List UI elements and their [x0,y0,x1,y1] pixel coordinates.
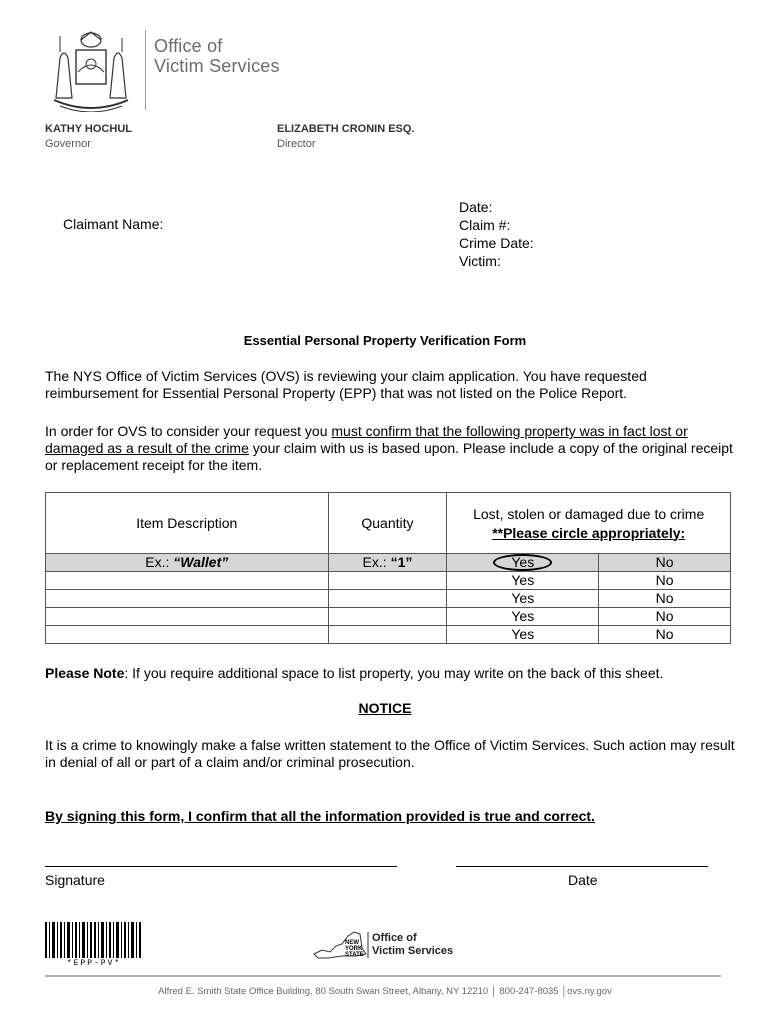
notice-heading: NOTICE [358,700,412,716]
signature-date-line[interactable] [456,866,708,867]
governor-name: KATHY HOCHUL [45,123,132,135]
director-title: Director [277,138,316,150]
col-item-label: Item Description [136,515,238,531]
office-name [154,36,280,76]
barcode-icon [45,922,143,958]
barcode [45,922,143,958]
col-status-sub-label: **Please circle appropriately: [492,524,686,541]
footer-office-line1: Office of [372,932,417,944]
footer-rule [45,975,721,977]
intro-paragraph: The NYS Office of Victim Services (OVS) is reviewing your claim application. You have requested reimbursement for Essential Personal Property (EPP) that was not listed on the Police Report. [45,368,647,401]
table-header-row [46,493,731,554]
footer-address: Alfred E. Smith State Office Building, 80 South Swan Street, Albany, NY 12210 │ 800-247-8035 │ovs.ny.gov [158,986,612,997]
svg-text:YORK: YORK [345,946,363,952]
col-status [447,493,731,554]
claim-number-label: Claim #: [459,217,511,233]
example-qty-cell [328,554,447,572]
item-description-cell[interactable] [46,626,329,644]
example-yes-cell [447,554,599,572]
date-label: Date: [459,199,493,215]
table-row [46,572,731,590]
yes-option[interactable]: Yes [447,626,599,644]
no-option[interactable]: No [599,608,731,626]
claim-details [459,198,534,270]
claimant-name-label: Claimant Name: [63,216,164,232]
col-quantity [328,493,447,554]
example-item-value: “Wallet” [173,554,229,570]
form-title: Essential Personal Property Verification Form [243,333,527,348]
col-quantity-label: Quantity [361,515,414,531]
item-description-cell[interactable] [46,590,329,608]
office-name-line1: Office of [154,36,223,56]
quantity-cell[interactable] [328,590,447,608]
governor-block [45,123,132,150]
table-row [46,626,731,644]
request-paragraph [45,423,735,474]
governor-title: Governor [45,138,91,150]
example-item-cell [46,554,329,572]
example-row [46,554,731,572]
request-underlined: must confirm that the following property was in fact lost or damaged as a result of the crime [45,423,688,456]
signature-line[interactable] [45,866,397,867]
example-qty-value: “1” [390,554,413,570]
barcode-text: *EPP-PV* [66,959,122,968]
example-item-prefix: Ex.: [145,554,174,570]
footer-office-name [372,932,453,958]
crime-date-label: Crime Date: [459,235,534,251]
notice-text: It is a crime to knowingly make a false written statement to the Office of Victim Services. Such action may result in denial of all or part of a claim and/or criminal prosecution. [45,737,735,770]
request-prefix: In order for OVS to consider your request you [45,423,332,439]
please-note [45,665,735,682]
yes-option[interactable]: Yes [447,590,599,608]
item-description-cell[interactable] [46,572,329,590]
example-no-cell: No [599,554,731,572]
quantity-cell[interactable] [328,608,447,626]
please-note-label: Please Note [45,665,125,681]
col-item-description [46,493,329,554]
no-option[interactable]: No [599,590,731,608]
table-row [46,590,731,608]
col-status-label: Lost, stolen or damaged due to crime [473,505,705,522]
example-qty-prefix: Ex.: [362,554,391,570]
signature-date-label: Date [568,872,598,888]
svg-text:NEW: NEW [345,940,359,946]
header-divider [145,30,146,110]
svg-text:STATE: STATE [345,952,364,958]
property-table [45,492,731,644]
office-name-line2: Victim Services [154,56,280,76]
signature-label: Signature [45,872,105,888]
please-note-text: : If you require additional space to list property, you may write on the back of this sheet. [124,665,664,681]
quantity-cell[interactable] [328,626,447,644]
victim-label: Victim: [459,253,501,269]
confirmation-statement: By signing this form, I confirm that all the information provided is true and correct. [45,808,595,824]
footer-office-line2: Victim Services [372,945,454,957]
ny-state-map-icon [312,928,372,960]
director-name: ELIZABETH CRONIN ESQ. [277,123,415,135]
no-option[interactable]: No [599,572,731,590]
no-option[interactable]: No [599,626,731,644]
ny-state-seal [46,28,136,112]
director-block [277,123,415,150]
yes-circled: Yes [493,554,552,571]
table-row [46,608,731,626]
yes-option[interactable]: Yes [447,608,599,626]
seal-graphic-icon [46,28,136,112]
request-suffix: your claim with us is based upon. Please include a copy of the original receipt or replacement receipt for the item. [45,440,733,473]
item-description-cell[interactable] [46,608,329,626]
yes-option[interactable]: Yes [447,572,599,590]
quantity-cell[interactable] [328,572,447,590]
